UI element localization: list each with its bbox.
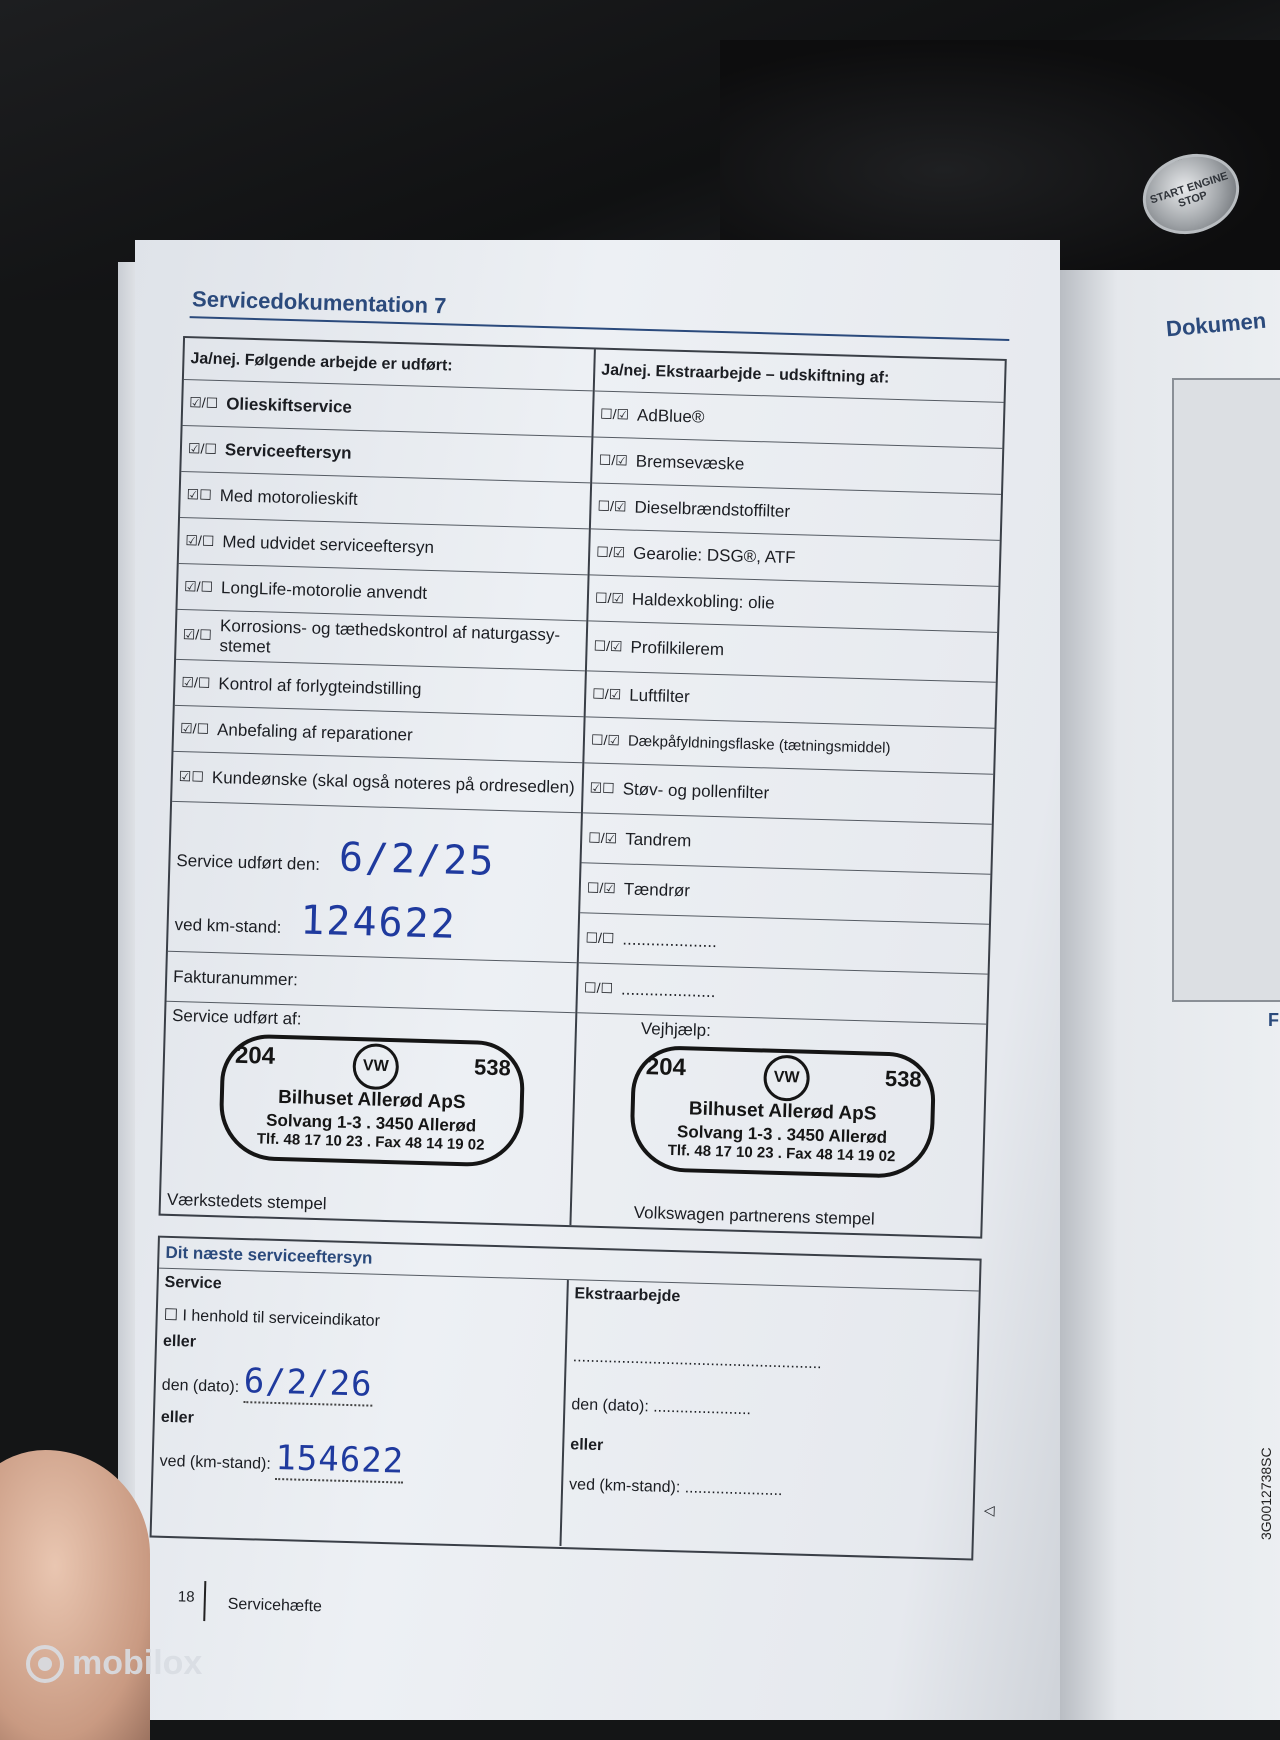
item-label: LongLife-motorolie anvendt xyxy=(220,577,428,603)
right-page-letter: F xyxy=(1268,1010,1279,1030)
checkbox-pair[interactable]: ☐/☑ xyxy=(586,879,617,897)
item-label: Kundeønske (skal også noteres på ordresedlen) xyxy=(211,767,575,797)
checkbox-pair[interactable]: ☑☐ xyxy=(589,779,615,797)
page-title: Servicedokumentation 7 xyxy=(191,286,447,319)
right-page-title: Dokumen xyxy=(1165,307,1268,342)
checkbox-pair[interactable]: ☐/☑ xyxy=(590,731,621,749)
extra-label: Ekstraarbejde xyxy=(574,1285,681,1306)
dealer-stamp xyxy=(218,1033,525,1167)
checkbox-pair[interactable]: ☑/☐ xyxy=(183,578,214,595)
service-date-cell xyxy=(168,802,581,963)
km-label: ved km-stand: xyxy=(174,914,282,937)
checkbox-pair[interactable]: ☑/☐ xyxy=(182,626,212,643)
vw-logo-icon: VW xyxy=(352,1043,399,1090)
item-label: Kontrol af forlygteindstilling xyxy=(218,673,422,699)
next-date-value[interactable]: 6/2/26 xyxy=(243,1361,374,1405)
stamp-left-number: 204 xyxy=(234,1041,276,1070)
item-label: Støv- og pollenfilter xyxy=(622,778,770,803)
checkbox-pair[interactable]: ☐/☐ xyxy=(585,929,615,947)
stamp-address: Solvang 1-3 . 3450 Allerød xyxy=(265,1110,477,1136)
service-label: Service xyxy=(164,1273,222,1293)
right-header: Ja/nej. Ekstraarbejde – udskiftning af: xyxy=(595,350,1005,403)
extra-dotted-line[interactable]: ........................................................ xyxy=(572,1348,822,1373)
checkbox-pair[interactable]: ☐/☑ xyxy=(592,685,622,703)
title-divider xyxy=(190,316,1010,341)
next-date-label: den (dato): xyxy=(161,1376,240,1396)
invoice-label: Fakturanummer: xyxy=(172,966,299,989)
partner-stamp-label: Volkswagen partnerens stempel xyxy=(633,1202,875,1229)
item-label: Gearolie: DSG®, ATF xyxy=(632,543,796,567)
holding-hand xyxy=(0,1450,150,1740)
workshop-stamp-cell xyxy=(161,1002,576,1225)
left-header: Ja/nej. Følgende arbejde er udført: xyxy=(184,338,594,391)
performed-work-column xyxy=(161,338,596,1225)
checkbox-pair[interactable]: ☑☐ xyxy=(178,768,205,785)
item-label: Dækpåfyldningsflaske (tætningsmiddel) xyxy=(627,732,891,757)
roadside-label: Vejhjælp: xyxy=(640,1019,712,1040)
or-label: eller xyxy=(570,1436,604,1455)
checkbox-pair[interactable]: ☑/☐ xyxy=(189,394,219,411)
service-table xyxy=(159,336,1007,1239)
extra-work-column xyxy=(571,350,1004,1237)
checkbox-pair[interactable]: ☑☐ xyxy=(186,486,213,503)
item-label: .................... xyxy=(622,928,718,951)
checkbox-pair[interactable]: ☐/☑ xyxy=(598,451,629,469)
right-date-line[interactable]: den (dato): ...................... xyxy=(571,1396,752,1419)
footer-title: Servicehæfte xyxy=(227,1595,323,1616)
checkbox-pair[interactable]: ☑/☐ xyxy=(187,440,218,457)
mobilox-logo-icon xyxy=(26,1645,64,1683)
stamp-left-number: 204 xyxy=(645,1053,687,1082)
item-label: .................... xyxy=(620,978,716,1001)
next-service-title: Dit næste serviceeftersyn xyxy=(159,1238,980,1292)
item-label: Luftfilter xyxy=(628,685,690,706)
checkbox-pair[interactable]: ☐/☑ xyxy=(588,829,618,847)
indicator-option[interactable]: ☐ I henhold til serviceindikator xyxy=(163,1306,381,1330)
stamp-address: Solvang 1-3 . 3450 Allerød xyxy=(676,1122,888,1147)
checkbox-pair[interactable]: ☐/☑ xyxy=(593,637,623,655)
item-label: Korrosions- og tæthedskontrol af naturgassy-stemet xyxy=(219,615,561,657)
next-km-label: ved (km-stand): xyxy=(159,1452,272,1473)
right-page-code: 3G0012738SC xyxy=(1258,1447,1274,1540)
stamp-dealer-name: Bilhuset Allerød ApS xyxy=(688,1098,877,1125)
item-label: Med udvidet serviceeftersyn xyxy=(222,531,435,557)
page-number: 18 xyxy=(177,1588,195,1606)
km-value[interactable]: 124622 xyxy=(299,897,458,948)
right-km-line[interactable]: ved (km-stand): ...................... xyxy=(568,1476,783,1500)
watermark-text: mobilox xyxy=(72,1644,203,1682)
checkbox-pair[interactable]: ☐/☑ xyxy=(597,497,627,515)
service-date-value[interactable]: 6/2/25 xyxy=(338,834,497,885)
item-label: AdBlue® xyxy=(636,405,705,427)
item-label: Serviceeftersyn xyxy=(224,439,352,463)
stamp-dealer-name: Bilhuset Allerød ApS xyxy=(277,1086,466,1114)
right-page-figure xyxy=(1172,378,1280,1002)
checkbox-pair[interactable]: ☐/☐ xyxy=(583,979,614,997)
footer-divider xyxy=(203,1581,206,1621)
triangle-icon: ◁ xyxy=(983,1501,995,1519)
item-label: Bremsevæske xyxy=(635,451,745,474)
start-engine-button: START ENGINE STOP xyxy=(1132,142,1249,246)
stamp-phone: Tlf. 48 17 10 23 . Fax 48 14 19 02 xyxy=(667,1141,896,1166)
or-label: eller xyxy=(160,1408,195,1427)
vw-logo-icon: VW xyxy=(763,1054,810,1101)
checkbox-pair[interactable]: ☑/☐ xyxy=(181,674,211,691)
item-label: Profilkilerem xyxy=(630,637,725,659)
partner-stamp xyxy=(629,1045,936,1179)
next-date-line xyxy=(161,1359,558,1412)
next-km-line xyxy=(159,1435,556,1488)
checkbox-pair[interactable]: ☐/☑ xyxy=(594,589,625,607)
item-label: Anbefaling af reparationer xyxy=(216,719,413,745)
checkbox-pair[interactable]: ☑/☐ xyxy=(179,720,210,737)
next-service-box xyxy=(150,1236,995,1561)
service-document xyxy=(145,268,1045,1731)
item-label: Tændrør xyxy=(623,878,691,900)
next-service-left xyxy=(152,1269,569,1546)
item-label: Med motorolieskift xyxy=(219,485,358,509)
stamp-phone: Tlf. 48 17 10 23 . Fax 48 14 19 02 xyxy=(256,1130,485,1154)
workshop-stamp-label: Værkstedets stempel xyxy=(166,1189,327,1214)
item-label: Olieskiftservice xyxy=(225,393,353,417)
performed-by-label: Service udført af: xyxy=(171,1005,302,1029)
stamp-right-number: 538 xyxy=(473,1054,512,1081)
watermark xyxy=(26,1644,202,1683)
or-label: eller xyxy=(162,1332,197,1351)
next-service-grid xyxy=(152,1269,995,1558)
checkbox-pair[interactable]: ☐/☑ xyxy=(596,543,626,561)
service-date-label: Service udført den: xyxy=(176,850,321,874)
partner-stamp-cell xyxy=(571,1013,986,1236)
checkbox-pair[interactable]: ☑/☐ xyxy=(185,532,215,549)
item-label: Dieselbrændstoffilter xyxy=(634,497,791,521)
item-label: Tandrem xyxy=(624,829,692,850)
item-label: Haldexkobling: olie xyxy=(631,589,775,613)
next-km-value[interactable]: 154622 xyxy=(274,1437,405,1482)
stamp-right-number: 538 xyxy=(884,1065,922,1092)
checkbox-pair[interactable]: ☐/☑ xyxy=(599,405,630,423)
next-service-right xyxy=(561,1280,995,1557)
